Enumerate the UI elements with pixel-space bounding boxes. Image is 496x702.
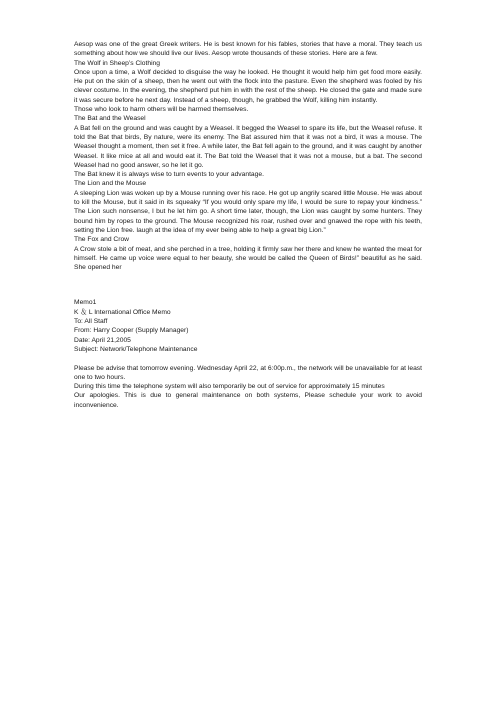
fable-moral: The Bat knew it is always wise to turn events to your advantage. [74,171,264,179]
section-spacer [74,272,422,298]
memo-company: K ＆ L International Office Memo [74,308,171,316]
memo-paragraph: During this time the telephone system will also temporarily be out of service for approximately 15 minutes [74,383,385,391]
fable-body: A Crow stole a bit of meat, and she perched in a tree, holding it firmly saw her there and knew he wanted the meat for himself. He came up voice were equal to her beauty, she would be called the Queen of Birds!” beautiful as he said. She opened her [74,245,422,272]
fable-body: A sleeping Lion was woken up by a Mouse running over his race. He got up angrily scared little Mouse. He was about to kill the Mouse, but it said in its squeaky “If you would only spare my life, I would be sure to repay your kindness.” The Lion such nonsense, I but he let him go. A short time later, though, the Lion was caught by some hunters. They bound him by ropes to the ground. The Mouse recognized his roar, rushed over and gnawed the rope with his teeth, setting the Lion free. laugh at the idea of my ever being able to help a great big Lion.” [74,189,422,234]
memo-to: To: All Staff [74,318,108,326]
fable-title: The Bat and the Weasel [74,115,146,123]
memo-subject: Subject: Network/Telephone Maintenance [74,345,198,353]
memo-paragraph: Please be advise that tomorrow evening. Wednesday April 22, at 6:00p.m., the network will be unavailable for at least one to two hours. [74,364,422,381]
fable-title: The Fox and Crow [74,236,130,244]
fable-title: The Lion and the Mouse [74,180,147,188]
memo-date: Date: April 21,2005 [74,336,131,344]
memo-paragraph: Our apologies. This is due to general maintenance on both systems, Please schedule your work to avoid inconvenience. [74,392,422,409]
memo-from: From: Harry Cooper (Supply Manager) [74,327,189,335]
fable-moral: Those who look to harm others will be harmed themselves. [74,106,249,114]
memo-spacer [74,354,422,363]
memo-heading: Memo1 [74,299,97,307]
fable-body: Once upon a time, a Wolf decided to disguise the way he looked. He thought it would help him get food more easily. He put on the skin of a sheep, then he went out with the flock into the pasture. Even the shepherd was fooled by his clever costume. In the evening, the shepherd put him in with the rest of the sheep. He closed the gate and made sure it was secure before he next day. Instead of a sheep, though, he grabbed the Wolf, killing him instantly. [74,68,422,104]
fable-body: A Bat fell on the ground and was caught by a Weasel. It begged the Weasel to spare its life, but the Weasel refuse. It told the Bat that birds, By nature, were its enemy. The Bat assured him that it was not a bird, it was a mouse. The Weasel thought a moment, then set it free. A while later, the Bat fell again to the ground, and it was caught by another Weasel. It like mice at all and would eat it. The Bat told the Weasel that it was not a mouse, but a bat. The second Weasel had no good answer, so he let it go. [74,124,422,169]
intro-paragraph: Aesop was one of the great Greek writers. He is best known for his fables, stories that have a moral. They teach us something about how we should live our lives. Aesop wrote thousands of these stories. Here are a few. [74,41,422,58]
fable-title: The Wolf in Sheep’s Clothing [74,59,160,67]
